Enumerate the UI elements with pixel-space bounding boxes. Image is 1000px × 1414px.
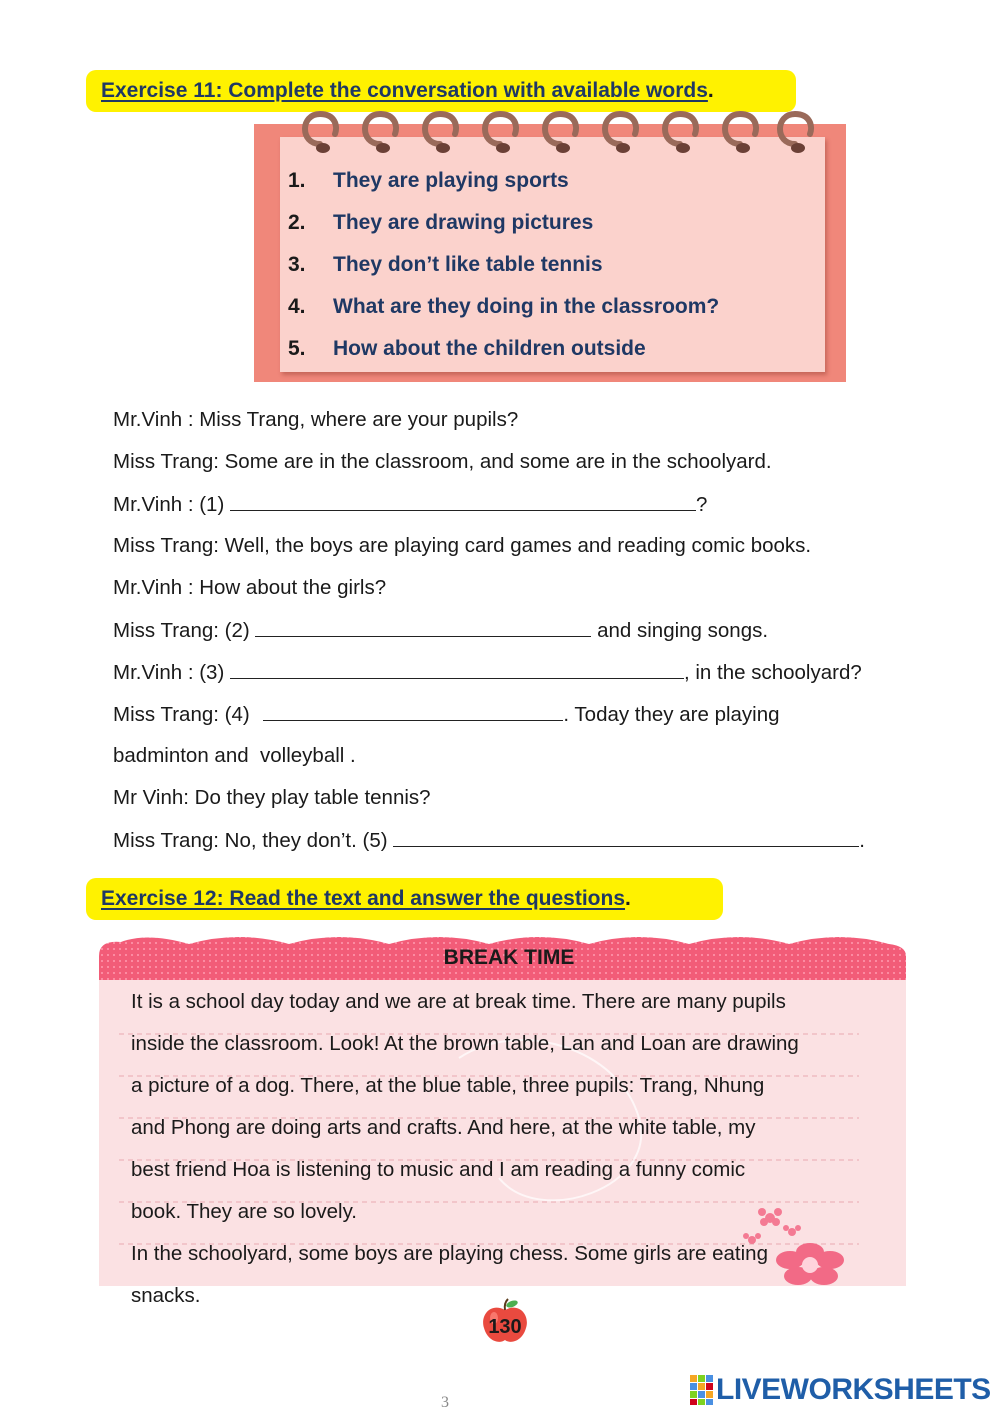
dialogue-line-9: badminton and volleyball . bbox=[113, 744, 356, 767]
option-2-number: 2. bbox=[288, 211, 306, 234]
dialogue-line-3-suffix: ? bbox=[695, 493, 708, 516]
liveworksheets-logo-text: LIVEWORKSHEETS bbox=[716, 1373, 991, 1406]
blank-1[interactable] bbox=[230, 490, 696, 511]
exercise-11-title: Exercise 11: Complete the conversation with available words bbox=[101, 79, 708, 102]
dialogue-line-11 bbox=[113, 826, 865, 855]
ring-8 bbox=[725, 114, 756, 144]
option-2 bbox=[288, 208, 593, 238]
option-5-number: 5. bbox=[288, 337, 306, 360]
liveworksheets-logo-icon bbox=[690, 1375, 714, 1405]
reading-line-8: snacks. bbox=[131, 1284, 201, 1307]
dialogue-line-1: Mr.Vinh : Miss Trang, where are your pupils? bbox=[113, 408, 519, 431]
reading-line-2: inside the classroom. Look! At the brown table, Lan and Loan are drawing bbox=[131, 1032, 799, 1055]
reading-line-6: book. They are so lovely. bbox=[131, 1200, 358, 1223]
reading-line-3: a picture of a dog. There, at the blue table, three pupils: Trang, Nhung bbox=[131, 1074, 765, 1097]
reading-line-1: It is a school day today and we are at break time. There are many pupils bbox=[131, 990, 786, 1013]
option-4-number: 4. bbox=[288, 295, 306, 318]
option-4 bbox=[288, 292, 719, 322]
dialogue-line-10: Mr Vinh: Do they play table tennis? bbox=[113, 786, 431, 809]
dialogue-line-4: Miss Trang: Well, the boys are playing card games and reading comic books. bbox=[113, 534, 812, 557]
ring-2 bbox=[365, 114, 396, 144]
ring-1 bbox=[305, 114, 336, 144]
reading-line-7: In the schoolyard, some boys are playing chess. Some girls are eating bbox=[131, 1242, 768, 1265]
option-5-text: How about the children outside bbox=[333, 337, 646, 360]
blank-5[interactable] bbox=[393, 826, 859, 847]
dialogue-line-5: Mr.Vinh : How about the girls? bbox=[113, 576, 387, 599]
dialogue-line-8-prefix: Miss Trang: (4) bbox=[113, 703, 256, 726]
option-3-number: 3. bbox=[288, 253, 306, 276]
ring-3 bbox=[425, 114, 456, 144]
blank-4[interactable] bbox=[263, 700, 563, 721]
dialogue-line-11-suffix: . bbox=[859, 829, 865, 852]
option-2-text: They are drawing pictures bbox=[333, 211, 594, 234]
exercise-12-header bbox=[86, 878, 723, 920]
option-5 bbox=[288, 334, 646, 364]
dialogue-line-3 bbox=[113, 490, 707, 519]
exercise-12-title-dot: . bbox=[625, 887, 631, 910]
dialogue-line-8-suffix: . Today they are playing bbox=[563, 703, 780, 726]
blank-2[interactable] bbox=[255, 616, 591, 637]
dialogue-line-6-prefix: Miss Trang: (2) bbox=[113, 619, 256, 642]
ring-7 bbox=[665, 114, 696, 144]
dialogue-line-2: Miss Trang: Some are in the classroom, and some are in the schoolyard. bbox=[113, 450, 772, 473]
liveworksheets-logo[interactable] bbox=[690, 1372, 991, 1408]
option-3-text: They don’t like table tennis bbox=[333, 253, 603, 276]
ring-5 bbox=[545, 114, 576, 144]
dialogue-line-7-prefix: Mr.Vinh : (3) bbox=[113, 661, 230, 684]
dialogue-line-3-prefix: Mr.Vinh : (1) bbox=[113, 493, 230, 516]
ring-9 bbox=[780, 114, 811, 144]
option-1-text: They are playing sports bbox=[333, 169, 569, 192]
ring-6 bbox=[605, 114, 636, 144]
reading-line-4: and Phong are doing arts and crafts. And here, at the white table, my bbox=[131, 1116, 756, 1139]
reading-title: BREAK TIME bbox=[443, 946, 575, 969]
exercise-11-title-dot: . bbox=[707, 79, 714, 102]
dialogue-line-8 bbox=[113, 700, 780, 729]
option-1-number: 1. bbox=[288, 169, 306, 192]
dialogue-line-7-suffix: , in the schoolyard? bbox=[683, 661, 862, 684]
dialogue-line-11-prefix: Miss Trang: No, they don’t. (5) bbox=[113, 829, 394, 852]
dialogue-line-6 bbox=[113, 616, 768, 645]
exercise-12-title: Exercise 12: Read the text and answer the questions bbox=[101, 887, 626, 910]
dialogue-line-7 bbox=[113, 658, 862, 687]
notebook-rings bbox=[290, 104, 820, 164]
reading-line-5: best friend Hoa is listening to music and I am reading a funny comic bbox=[131, 1158, 746, 1181]
option-1 bbox=[288, 166, 569, 196]
page-number-badge: 130 bbox=[488, 1316, 522, 1338]
ring-4 bbox=[485, 114, 516, 144]
dialogue-line-6-suffix: and singing songs. bbox=[591, 619, 769, 642]
footer-page-number: 3 bbox=[441, 1394, 449, 1411]
option-4-text: What are they doing in the classroom? bbox=[333, 295, 720, 318]
option-3 bbox=[288, 250, 603, 280]
blank-3[interactable] bbox=[230, 658, 684, 679]
